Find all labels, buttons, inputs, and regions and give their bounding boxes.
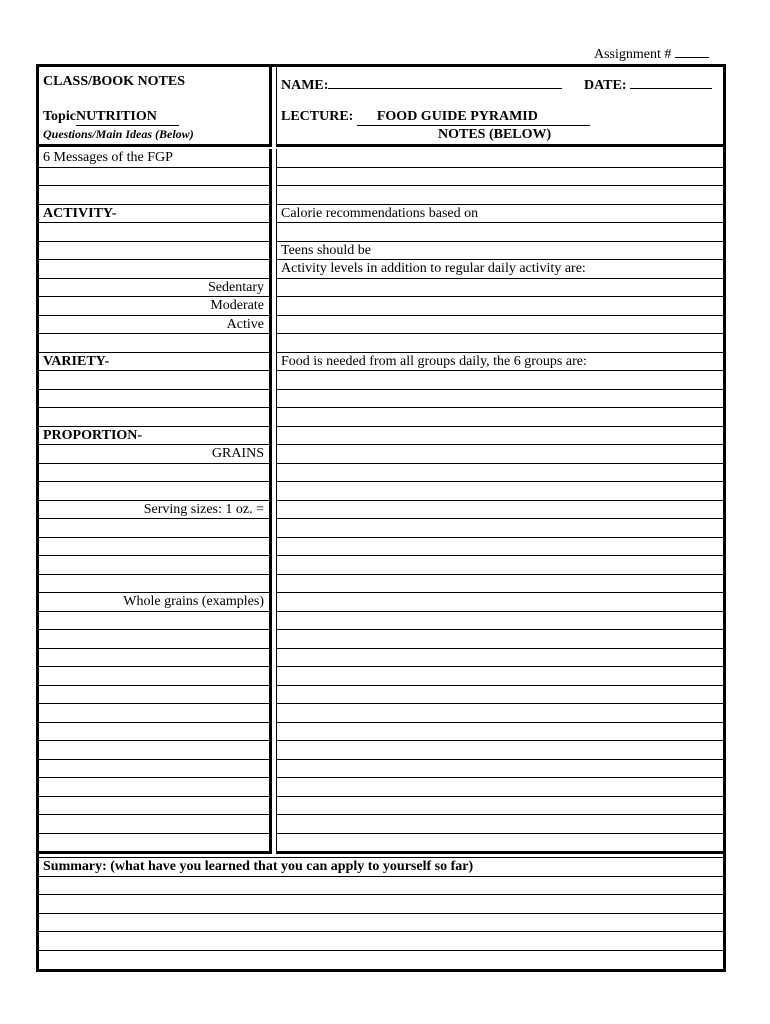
- question-row[interactable]: [39, 353, 269, 372]
- notes-column: [276, 149, 723, 854]
- notes-row[interactable]: [277, 482, 723, 501]
- notes-row[interactable]: [277, 316, 723, 335]
- question-row[interactable]: [39, 279, 269, 298]
- lecture-line: [281, 109, 590, 126]
- notes-row[interactable]: [277, 834, 723, 853]
- date-line: [584, 74, 712, 94]
- question-row[interactable]: [39, 612, 269, 631]
- notes-row[interactable]: [277, 297, 723, 316]
- notes-prompt: Teens should be: [281, 242, 372, 258]
- question-label: Serving sizes: 1 oz. =: [143, 501, 264, 517]
- topic-line: [43, 109, 179, 126]
- question-row[interactable]: [39, 575, 269, 594]
- question-label: 6 Messages of the FGP: [43, 150, 173, 165]
- lecture-value: FOOD GUIDE PYRAMID: [376, 109, 538, 124]
- question-row[interactable]: [39, 501, 269, 520]
- notes-row[interactable]: [277, 797, 723, 816]
- question-row[interactable]: [39, 186, 269, 205]
- notes-row[interactable]: [277, 593, 723, 612]
- notes-row[interactable]: [277, 334, 723, 353]
- date-field[interactable]: [630, 74, 712, 89]
- question-row[interactable]: [39, 168, 269, 187]
- question-label: Sedentary: [208, 279, 264, 295]
- notes-label: NOTES (BELOW): [438, 127, 552, 142]
- question-row[interactable]: [39, 778, 269, 797]
- notes-row[interactable]: [277, 538, 723, 557]
- question-row[interactable]: [39, 445, 269, 464]
- question-row[interactable]: [39, 723, 269, 742]
- notes-row[interactable]: [277, 205, 723, 224]
- notes-row[interactable]: [277, 168, 723, 187]
- topic-field[interactable]: [76, 109, 179, 126]
- question-row[interactable]: [39, 427, 269, 446]
- question-row[interactable]: [39, 760, 269, 779]
- class-book-notes-title: CLASS/BOOK NOTES: [43, 74, 185, 89]
- question-row[interactable]: [39, 649, 269, 668]
- summary-label: Summary: (what have you learned that you can apply to yourself so far): [43, 859, 474, 874]
- notes-row[interactable]: [277, 501, 723, 520]
- question-label: GRAINS: [211, 446, 264, 461]
- header-right: [276, 67, 723, 147]
- question-row[interactable]: [39, 667, 269, 686]
- question-label: PROPORTION-: [43, 427, 143, 443]
- question-row[interactable]: [39, 408, 269, 427]
- notes-row[interactable]: [277, 186, 723, 205]
- topic-value: NUTRITION: [75, 109, 157, 124]
- assignment-label: Assignment #: [594, 47, 672, 62]
- summary-line[interactable]: [39, 951, 723, 970]
- notes-row[interactable]: [277, 741, 723, 760]
- question-row[interactable]: [39, 297, 269, 316]
- notes-form: [36, 64, 726, 972]
- notes-row[interactable]: [277, 723, 723, 742]
- header-left: [39, 67, 272, 147]
- notes-prompt: Food is needed from all groups daily, the 6 groups are:: [281, 353, 587, 369]
- question-row[interactable]: [39, 371, 269, 390]
- question-row[interactable]: [39, 686, 269, 705]
- notes-row[interactable]: [277, 556, 723, 575]
- name-line: [281, 74, 562, 94]
- notes-prompt: Activity levels in addition to regular daily activity are:: [281, 261, 586, 276]
- question-row[interactable]: [39, 556, 269, 575]
- notes-row[interactable]: [277, 353, 723, 372]
- notes-row[interactable]: [277, 760, 723, 779]
- notes-row[interactable]: [277, 575, 723, 594]
- question-row[interactable]: [39, 464, 269, 483]
- question-label: ACTIVITY-: [43, 205, 117, 221]
- question-label: VARIETY-: [43, 353, 110, 369]
- summary-section: [39, 857, 723, 969]
- summary-header-row[interactable]: [39, 858, 723, 877]
- name-field[interactable]: [328, 74, 562, 89]
- assignment-number: [594, 47, 709, 63]
- question-row[interactable]: [39, 149, 269, 168]
- question-row[interactable]: [39, 223, 269, 242]
- notes-row[interactable]: [277, 612, 723, 631]
- summary-line[interactable]: [39, 877, 723, 896]
- questions-column: [39, 149, 272, 854]
- question-row[interactable]: [39, 519, 269, 538]
- question-label: Whole grains (examples): [123, 594, 264, 609]
- question-row[interactable]: [39, 205, 269, 224]
- lecture-label: LECTURE:: [281, 109, 354, 124]
- date-label: DATE:: [584, 78, 627, 93]
- question-row[interactable]: [39, 834, 269, 853]
- notes-row[interactable]: [277, 686, 723, 705]
- notes-row[interactable]: [277, 464, 723, 483]
- notes-row[interactable]: [277, 445, 723, 464]
- question-row[interactable]: [39, 630, 269, 649]
- question-row[interactable]: [39, 704, 269, 723]
- question-row[interactable]: [39, 741, 269, 760]
- notes-row[interactable]: [277, 427, 723, 446]
- notes-row[interactable]: [277, 815, 723, 834]
- notes-row[interactable]: [277, 390, 723, 409]
- notes-row[interactable]: [277, 260, 723, 279]
- notes-prompt: Calorie recommendations based on: [281, 205, 479, 221]
- question-label: Moderate: [210, 298, 264, 313]
- questions-label: Questions/Main Ideas (Below): [43, 127, 194, 141]
- question-label: Active: [226, 316, 264, 332]
- notes-row[interactable]: [277, 279, 723, 298]
- lecture-field[interactable]: [357, 109, 590, 126]
- question-row[interactable]: [39, 815, 269, 834]
- notes-row[interactable]: [277, 371, 723, 390]
- question-row[interactable]: [39, 242, 269, 261]
- question-row[interactable]: [39, 390, 269, 409]
- notes-row[interactable]: [277, 519, 723, 538]
- question-row[interactable]: [39, 538, 269, 557]
- notes-row[interactable]: [277, 408, 723, 427]
- summary-line[interactable]: [39, 895, 723, 914]
- question-row[interactable]: [39, 334, 269, 353]
- notes-row[interactable]: [277, 667, 723, 686]
- notes-row[interactable]: [277, 149, 723, 168]
- question-row[interactable]: [39, 316, 269, 335]
- assignment-blank[interactable]: [675, 57, 709, 58]
- question-row[interactable]: [39, 260, 269, 279]
- notes-row[interactable]: [277, 649, 723, 668]
- question-row[interactable]: [39, 593, 269, 612]
- name-label: NAME:: [281, 78, 329, 93]
- notes-row[interactable]: [277, 630, 723, 649]
- question-row[interactable]: [39, 482, 269, 501]
- summary-line[interactable]: [39, 914, 723, 933]
- notes-row[interactable]: [277, 704, 723, 723]
- notes-row[interactable]: [277, 778, 723, 797]
- question-row[interactable]: [39, 797, 269, 816]
- notes-row[interactable]: [277, 223, 723, 242]
- topic-label: Topic: [43, 109, 76, 124]
- notes-row[interactable]: [277, 242, 723, 261]
- summary-line[interactable]: [39, 932, 723, 951]
